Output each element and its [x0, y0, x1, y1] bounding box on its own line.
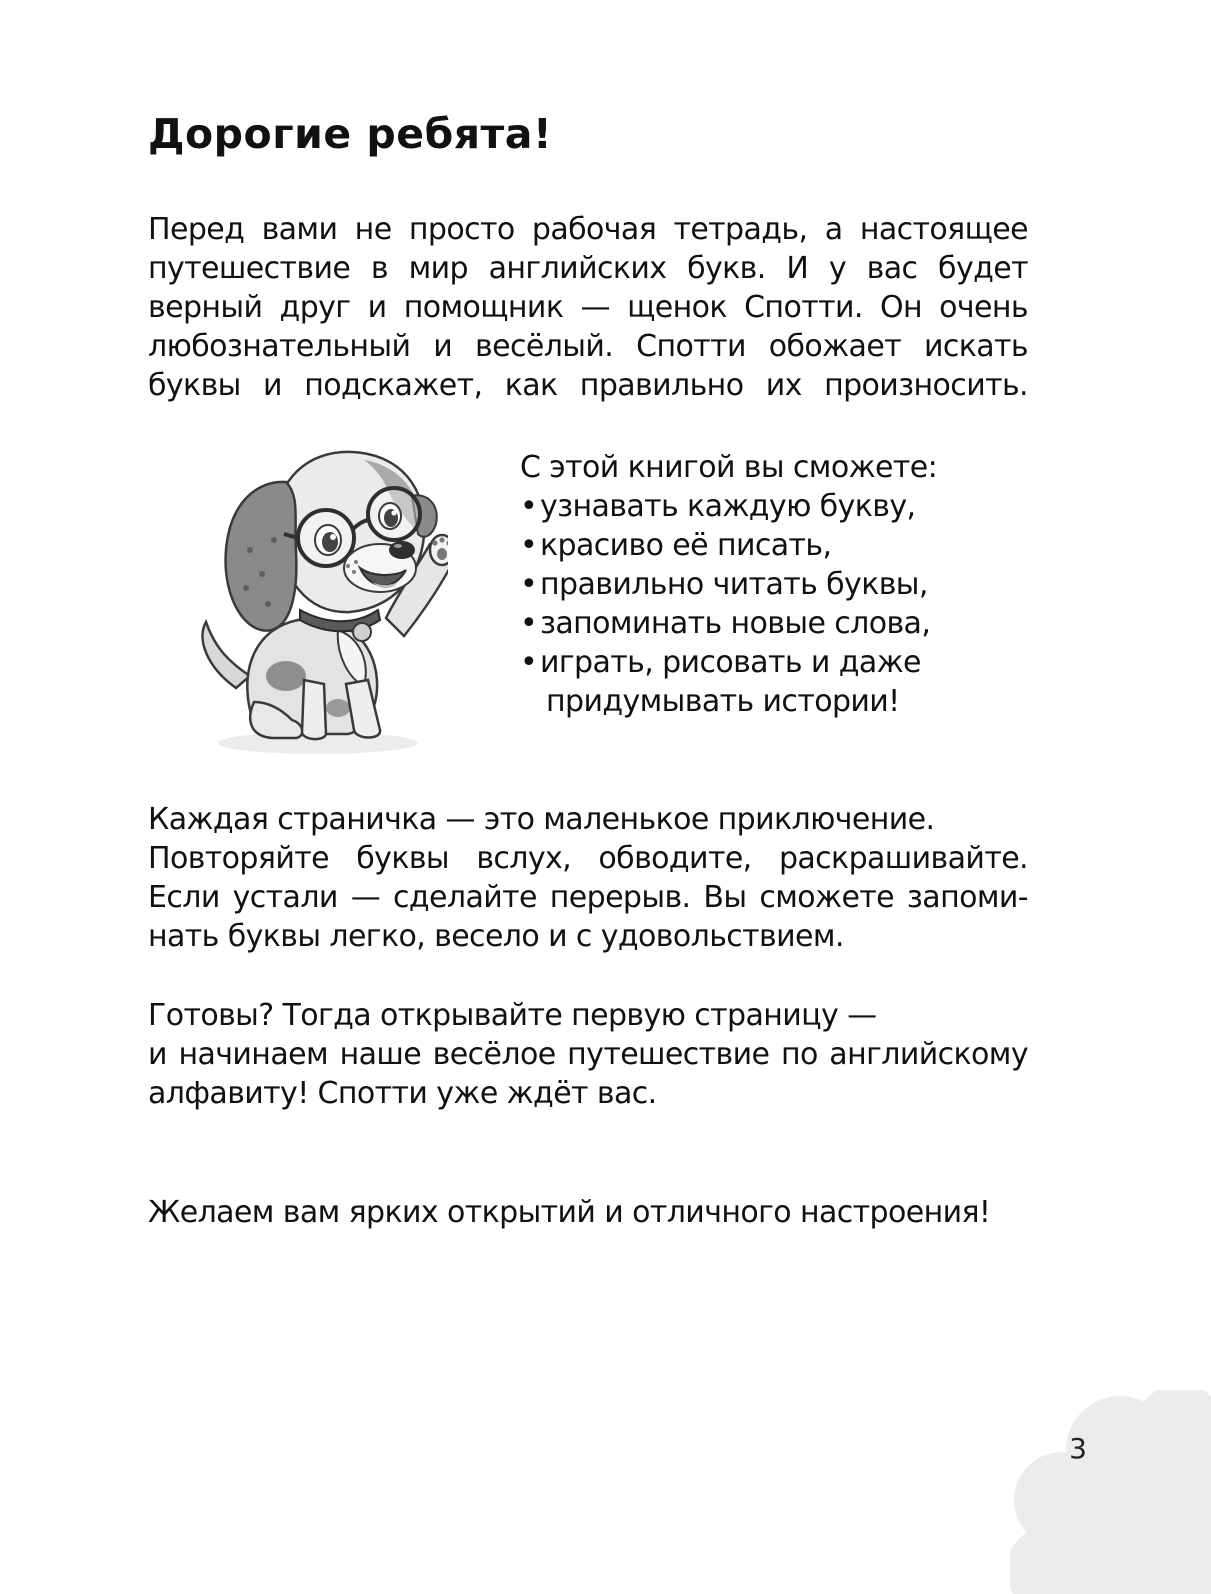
- intro-line: верный друг и помощник — щенок Спотти. Он очень: [148, 290, 1028, 325]
- closing-line: Желаем вам ярких открытий и отличного настроения!: [148, 1195, 991, 1230]
- intro-line: Перед вами не просто рабочая тетрадь, а настоящее: [148, 212, 1028, 247]
- adventure-line: нать буквы легко, весело и с удовольствием.: [148, 919, 844, 954]
- bullet-icon: •: [520, 645, 538, 680]
- closing-paragraph: [148, 1193, 1028, 1232]
- list-item-text: правильно читать буквы,: [540, 567, 928, 602]
- list-item: [520, 565, 937, 604]
- bullet-icon: •: [520, 489, 538, 524]
- list-item: [520, 526, 937, 565]
- features-list: [520, 448, 937, 721]
- page-title: Дорогие ребята!: [148, 110, 553, 158]
- page-corner-cloud: [1010, 1390, 1211, 1594]
- list-item: [520, 604, 937, 643]
- bullet-icon: •: [520, 606, 538, 641]
- intro-paragraph: [148, 210, 1028, 405]
- ready-line: и начинаем наше весёлое путешествие по английскому: [148, 1037, 1028, 1072]
- intro-line: любознательный и весёлый. Спотти обожает искать: [148, 329, 1028, 364]
- ready-line: Готовы? Тогда открывайте первую страницу —: [148, 998, 877, 1033]
- list-item: [520, 487, 937, 526]
- adventure-line: Каждая страничка — это маленькое приключение.: [148, 802, 935, 837]
- bullet-icon: •: [520, 528, 538, 563]
- puppy-with-glasses-icon: [188, 440, 448, 760]
- list-item-text: играть, рисовать и даже: [540, 645, 921, 680]
- adventure-line: Повторяйте буквы вслух, обводите, раскрашивайте.: [148, 841, 1028, 876]
- adventure-paragraph: [148, 800, 1028, 956]
- intro-line: путешествие в мир английских букв. И у вас будет: [148, 251, 1028, 286]
- list-item-text: красиво её писать,: [540, 528, 832, 563]
- list-item-continuation: придумывать истории!: [546, 684, 900, 719]
- ready-paragraph: [148, 996, 1028, 1113]
- list-item: [520, 643, 937, 682]
- list-item-text: запоминать новые слова,: [540, 606, 931, 641]
- intro-line: буквы и подскажет, как правильно их произносить.: [148, 368, 1028, 403]
- adventure-line: Если устали — сделайте перерыв. Вы сможете запоми-: [148, 880, 1028, 915]
- list-item-text: узнавать каждую букву,: [540, 489, 916, 524]
- features-lead: С этой книгой вы сможете:: [520, 450, 938, 485]
- page-number: 3: [1069, 1432, 1087, 1465]
- ready-line: алфавиту! Спотти уже ждёт вас.: [148, 1076, 657, 1111]
- bullet-icon: •: [520, 567, 538, 602]
